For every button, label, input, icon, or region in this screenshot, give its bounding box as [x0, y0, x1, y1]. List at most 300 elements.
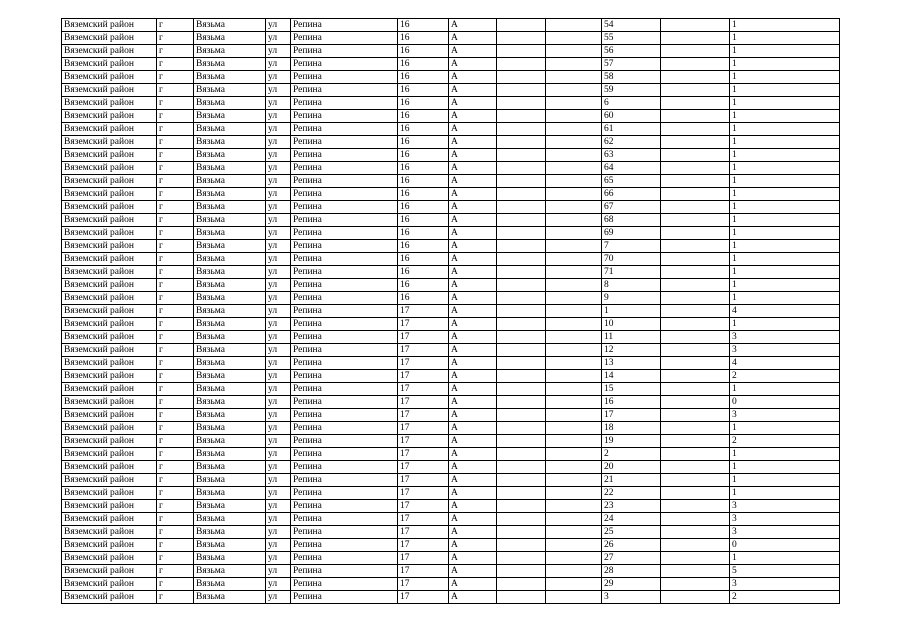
apartment-cell: 15	[602, 383, 661, 396]
city-cell: Вязьма	[194, 292, 266, 305]
count-cell: 1	[730, 266, 840, 279]
settlement-type-cell: г	[157, 331, 194, 344]
city-cell: Вязьма	[194, 214, 266, 227]
extra-cell-b	[546, 253, 602, 266]
street-type-cell: ул	[266, 162, 291, 175]
street-cell: Репина	[291, 487, 398, 500]
house-cell: 16	[398, 84, 449, 97]
street-type-cell: ул	[266, 474, 291, 487]
count-cell: 1	[730, 279, 840, 292]
extra-cell-a	[497, 110, 546, 123]
building-letter-cell: А	[449, 565, 497, 578]
table-row	[62, 32, 840, 45]
count-cell: 3	[730, 331, 840, 344]
extra-cell-b	[546, 591, 602, 604]
extra-cell-b	[546, 422, 602, 435]
district-cell: Вяземский район	[62, 227, 157, 240]
apartment-cell: 14	[602, 370, 661, 383]
settlement-type-cell: г	[157, 591, 194, 604]
table-row	[62, 357, 840, 370]
count-cell: 1	[730, 487, 840, 500]
settlement-type-cell: г	[157, 149, 194, 162]
extra-cell-b	[546, 448, 602, 461]
settlement-type-cell: г	[157, 500, 194, 513]
extra-cell-c	[661, 149, 730, 162]
table-row	[62, 591, 840, 604]
district-cell: Вяземский район	[62, 474, 157, 487]
extra-cell-b	[546, 162, 602, 175]
apartment-cell: 7	[602, 240, 661, 253]
table-row	[62, 292, 840, 305]
street-type-cell: ул	[266, 253, 291, 266]
table-row	[62, 578, 840, 591]
extra-cell-a	[497, 84, 546, 97]
city-cell: Вязьма	[194, 448, 266, 461]
district-cell: Вяземский район	[62, 435, 157, 448]
settlement-type-cell: г	[157, 383, 194, 396]
city-cell: Вязьма	[194, 318, 266, 331]
settlement-type-cell: г	[157, 136, 194, 149]
extra-cell-b	[546, 149, 602, 162]
building-letter-cell: А	[449, 71, 497, 84]
count-cell: 1	[730, 58, 840, 71]
city-cell: Вязьма	[194, 19, 266, 32]
address-table	[61, 18, 840, 604]
count-cell: 1	[730, 123, 840, 136]
city-cell: Вязьма	[194, 110, 266, 123]
district-cell: Вяземский район	[62, 266, 157, 279]
street-type-cell: ул	[266, 487, 291, 500]
street-type-cell: ул	[266, 461, 291, 474]
district-cell: Вяземский район	[62, 58, 157, 71]
extra-cell-a	[497, 97, 546, 110]
count-cell: 1	[730, 240, 840, 253]
street-cell: Репина	[291, 409, 398, 422]
extra-cell-c	[661, 344, 730, 357]
settlement-type-cell: г	[157, 344, 194, 357]
apartment-cell: 65	[602, 175, 661, 188]
table-row	[62, 344, 840, 357]
district-cell: Вяземский район	[62, 370, 157, 383]
extra-cell-c	[661, 565, 730, 578]
apartment-cell: 64	[602, 162, 661, 175]
house-cell: 17	[398, 435, 449, 448]
extra-cell-b	[546, 266, 602, 279]
table-row	[62, 383, 840, 396]
apartment-cell: 57	[602, 58, 661, 71]
street-type-cell: ул	[266, 175, 291, 188]
extra-cell-c	[661, 357, 730, 370]
building-letter-cell: А	[449, 123, 497, 136]
table-row	[62, 45, 840, 58]
count-cell: 2	[730, 370, 840, 383]
house-cell: 16	[398, 58, 449, 71]
house-cell: 17	[398, 396, 449, 409]
apartment-cell: 29	[602, 578, 661, 591]
extra-cell-c	[661, 526, 730, 539]
city-cell: Вязьма	[194, 266, 266, 279]
street-type-cell: ул	[266, 591, 291, 604]
street-type-cell: ул	[266, 19, 291, 32]
street-type-cell: ул	[266, 214, 291, 227]
city-cell: Вязьма	[194, 422, 266, 435]
street-cell: Репина	[291, 305, 398, 318]
count-cell: 3	[730, 344, 840, 357]
street-type-cell: ул	[266, 279, 291, 292]
extra-cell-a	[497, 292, 546, 305]
building-letter-cell: А	[449, 513, 497, 526]
count-cell: 1	[730, 474, 840, 487]
count-cell: 1	[730, 19, 840, 32]
street-type-cell: ул	[266, 383, 291, 396]
building-letter-cell: А	[449, 253, 497, 266]
settlement-type-cell: г	[157, 19, 194, 32]
street-cell: Репина	[291, 240, 398, 253]
extra-cell-b	[546, 370, 602, 383]
apartment-cell: 60	[602, 110, 661, 123]
extra-cell-a	[497, 136, 546, 149]
extra-cell-c	[661, 409, 730, 422]
settlement-type-cell: г	[157, 318, 194, 331]
building-letter-cell: А	[449, 162, 497, 175]
extra-cell-a	[497, 266, 546, 279]
street-type-cell: ул	[266, 149, 291, 162]
extra-cell-b	[546, 123, 602, 136]
building-letter-cell: А	[449, 149, 497, 162]
settlement-type-cell: г	[157, 435, 194, 448]
street-type-cell: ул	[266, 422, 291, 435]
extra-cell-a	[497, 175, 546, 188]
table-row	[62, 201, 840, 214]
house-cell: 16	[398, 240, 449, 253]
street-cell: Репина	[291, 526, 398, 539]
district-cell: Вяземский район	[62, 240, 157, 253]
extra-cell-c	[661, 396, 730, 409]
settlement-type-cell: г	[157, 45, 194, 58]
extra-cell-c	[661, 552, 730, 565]
district-cell: Вяземский район	[62, 279, 157, 292]
street-cell: Репина	[291, 448, 398, 461]
extra-cell-c	[661, 84, 730, 97]
city-cell: Вязьма	[194, 149, 266, 162]
district-cell: Вяземский район	[62, 565, 157, 578]
city-cell: Вязьма	[194, 578, 266, 591]
city-cell: Вязьма	[194, 279, 266, 292]
district-cell: Вяземский район	[62, 318, 157, 331]
extra-cell-b	[546, 331, 602, 344]
street-type-cell: ул	[266, 188, 291, 201]
apartment-cell: 6	[602, 97, 661, 110]
house-cell: 16	[398, 175, 449, 188]
street-type-cell: ул	[266, 266, 291, 279]
settlement-type-cell: г	[157, 474, 194, 487]
extra-cell-a	[497, 487, 546, 500]
building-letter-cell: А	[449, 357, 497, 370]
count-cell: 1	[730, 552, 840, 565]
extra-cell-b	[546, 240, 602, 253]
extra-cell-a	[497, 71, 546, 84]
building-letter-cell: А	[449, 214, 497, 227]
building-letter-cell: А	[449, 578, 497, 591]
settlement-type-cell: г	[157, 84, 194, 97]
extra-cell-c	[661, 201, 730, 214]
extra-cell-b	[546, 552, 602, 565]
apartment-cell: 54	[602, 19, 661, 32]
count-cell: 3	[730, 500, 840, 513]
extra-cell-a	[497, 279, 546, 292]
count-cell: 1	[730, 422, 840, 435]
district-cell: Вяземский район	[62, 578, 157, 591]
table-body	[62, 19, 840, 604]
district-cell: Вяземский район	[62, 201, 157, 214]
apartment-cell: 66	[602, 188, 661, 201]
extra-cell-b	[546, 32, 602, 45]
district-cell: Вяземский район	[62, 500, 157, 513]
apartment-cell: 23	[602, 500, 661, 513]
extra-cell-c	[661, 266, 730, 279]
city-cell: Вязьма	[194, 552, 266, 565]
district-cell: Вяземский район	[62, 539, 157, 552]
street-type-cell: ул	[266, 357, 291, 370]
settlement-type-cell: г	[157, 539, 194, 552]
house-cell: 16	[398, 214, 449, 227]
street-type-cell: ул	[266, 500, 291, 513]
apartment-cell: 1	[602, 305, 661, 318]
extra-cell-b	[546, 305, 602, 318]
count-cell: 1	[730, 383, 840, 396]
extra-cell-c	[661, 422, 730, 435]
extra-cell-c	[661, 58, 730, 71]
extra-cell-a	[497, 409, 546, 422]
street-type-cell: ул	[266, 409, 291, 422]
building-letter-cell: А	[449, 201, 497, 214]
table-row	[62, 539, 840, 552]
extra-cell-b	[546, 201, 602, 214]
street-cell: Репина	[291, 97, 398, 110]
table-row	[62, 331, 840, 344]
count-cell: 3	[730, 513, 840, 526]
city-cell: Вязьма	[194, 227, 266, 240]
table-row	[62, 409, 840, 422]
street-cell: Репина	[291, 84, 398, 97]
house-cell: 16	[398, 188, 449, 201]
street-cell: Репина	[291, 266, 398, 279]
district-cell: Вяземский район	[62, 344, 157, 357]
table-row	[62, 474, 840, 487]
street-type-cell: ул	[266, 513, 291, 526]
building-letter-cell: А	[449, 500, 497, 513]
street-cell: Репина	[291, 565, 398, 578]
count-cell: 4	[730, 357, 840, 370]
house-cell: 16	[398, 32, 449, 45]
settlement-type-cell: г	[157, 58, 194, 71]
building-letter-cell: А	[449, 526, 497, 539]
settlement-type-cell: г	[157, 565, 194, 578]
house-cell: 16	[398, 201, 449, 214]
city-cell: Вязьма	[194, 123, 266, 136]
street-cell: Репина	[291, 123, 398, 136]
district-cell: Вяземский район	[62, 214, 157, 227]
extra-cell-c	[661, 136, 730, 149]
apartment-cell: 3	[602, 591, 661, 604]
table-row	[62, 175, 840, 188]
building-letter-cell: А	[449, 240, 497, 253]
street-type-cell: ул	[266, 578, 291, 591]
extra-cell-a	[497, 188, 546, 201]
street-type-cell: ул	[266, 526, 291, 539]
extra-cell-a	[497, 19, 546, 32]
street-type-cell: ул	[266, 435, 291, 448]
house-cell: 17	[398, 487, 449, 500]
street-cell: Репина	[291, 58, 398, 71]
extra-cell-c	[661, 227, 730, 240]
house-cell: 17	[398, 565, 449, 578]
extra-cell-a	[497, 123, 546, 136]
street-cell: Репина	[291, 331, 398, 344]
extra-cell-c	[661, 318, 730, 331]
city-cell: Вязьма	[194, 370, 266, 383]
city-cell: Вязьма	[194, 461, 266, 474]
street-cell: Репина	[291, 591, 398, 604]
district-cell: Вяземский район	[62, 526, 157, 539]
extra-cell-c	[661, 305, 730, 318]
extra-cell-a	[497, 526, 546, 539]
count-cell: 1	[730, 97, 840, 110]
city-cell: Вязьма	[194, 71, 266, 84]
count-cell: 1	[730, 71, 840, 84]
extra-cell-c	[661, 370, 730, 383]
settlement-type-cell: г	[157, 214, 194, 227]
building-letter-cell: А	[449, 552, 497, 565]
city-cell: Вязьма	[194, 175, 266, 188]
settlement-type-cell: г	[157, 97, 194, 110]
count-cell: 3	[730, 409, 840, 422]
table-row	[62, 214, 840, 227]
district-cell: Вяземский район	[62, 188, 157, 201]
count-cell: 2	[730, 591, 840, 604]
street-type-cell: ул	[266, 201, 291, 214]
extra-cell-b	[546, 227, 602, 240]
extra-cell-b	[546, 513, 602, 526]
house-cell: 16	[398, 149, 449, 162]
settlement-type-cell: г	[157, 526, 194, 539]
house-cell: 16	[398, 162, 449, 175]
apartment-cell: 13	[602, 357, 661, 370]
street-cell: Репина	[291, 539, 398, 552]
street-cell: Репина	[291, 175, 398, 188]
extra-cell-b	[546, 136, 602, 149]
count-cell: 1	[730, 136, 840, 149]
street-cell: Репина	[291, 253, 398, 266]
apartment-cell: 12	[602, 344, 661, 357]
table-row	[62, 188, 840, 201]
street-cell: Репина	[291, 71, 398, 84]
settlement-type-cell: г	[157, 175, 194, 188]
extra-cell-c	[661, 539, 730, 552]
street-cell: Репина	[291, 461, 398, 474]
street-type-cell: ул	[266, 396, 291, 409]
apartment-cell: 17	[602, 409, 661, 422]
table-row	[62, 110, 840, 123]
street-cell: Репина	[291, 422, 398, 435]
table-row	[62, 526, 840, 539]
apartment-cell: 56	[602, 45, 661, 58]
extra-cell-c	[661, 435, 730, 448]
extra-cell-c	[661, 188, 730, 201]
extra-cell-b	[546, 344, 602, 357]
extra-cell-a	[497, 383, 546, 396]
extra-cell-a	[497, 253, 546, 266]
extra-cell-a	[497, 344, 546, 357]
street-type-cell: ул	[266, 292, 291, 305]
city-cell: Вязьма	[194, 305, 266, 318]
settlement-type-cell: г	[157, 292, 194, 305]
street-cell: Репина	[291, 292, 398, 305]
building-letter-cell: А	[449, 175, 497, 188]
table-row	[62, 279, 840, 292]
district-cell: Вяземский район	[62, 383, 157, 396]
extra-cell-b	[546, 279, 602, 292]
count-cell: 1	[730, 162, 840, 175]
extra-cell-a	[497, 539, 546, 552]
street-cell: Репина	[291, 227, 398, 240]
district-cell: Вяземский район	[62, 513, 157, 526]
street-cell: Репина	[291, 344, 398, 357]
table-row	[62, 266, 840, 279]
extra-cell-c	[661, 240, 730, 253]
street-type-cell: ул	[266, 448, 291, 461]
extra-cell-a	[497, 370, 546, 383]
settlement-type-cell: г	[157, 253, 194, 266]
district-cell: Вяземский район	[62, 32, 157, 45]
house-cell: 16	[398, 71, 449, 84]
building-letter-cell: А	[449, 422, 497, 435]
district-cell: Вяземский район	[62, 45, 157, 58]
table-row	[62, 487, 840, 500]
extra-cell-c	[661, 461, 730, 474]
extra-cell-b	[546, 188, 602, 201]
extra-cell-a	[497, 214, 546, 227]
house-cell: 16	[398, 253, 449, 266]
extra-cell-a	[497, 32, 546, 45]
extra-cell-b	[546, 175, 602, 188]
building-letter-cell: А	[449, 32, 497, 45]
building-letter-cell: А	[449, 487, 497, 500]
street-type-cell: ул	[266, 84, 291, 97]
extra-cell-b	[546, 409, 602, 422]
apartment-cell: 19	[602, 435, 661, 448]
city-cell: Вязьма	[194, 240, 266, 253]
apartment-cell: 25	[602, 526, 661, 539]
house-cell: 16	[398, 123, 449, 136]
apartment-cell: 8	[602, 279, 661, 292]
street-cell: Репина	[291, 500, 398, 513]
building-letter-cell: А	[449, 461, 497, 474]
house-cell: 17	[398, 552, 449, 565]
extra-cell-b	[546, 84, 602, 97]
extra-cell-b	[546, 526, 602, 539]
settlement-type-cell: г	[157, 305, 194, 318]
house-cell: 17	[398, 422, 449, 435]
count-cell: 1	[730, 227, 840, 240]
extra-cell-c	[661, 474, 730, 487]
building-letter-cell: А	[449, 188, 497, 201]
count-cell: 1	[730, 448, 840, 461]
settlement-type-cell: г	[157, 448, 194, 461]
extra-cell-a	[497, 422, 546, 435]
extra-cell-c	[661, 331, 730, 344]
settlement-type-cell: г	[157, 513, 194, 526]
